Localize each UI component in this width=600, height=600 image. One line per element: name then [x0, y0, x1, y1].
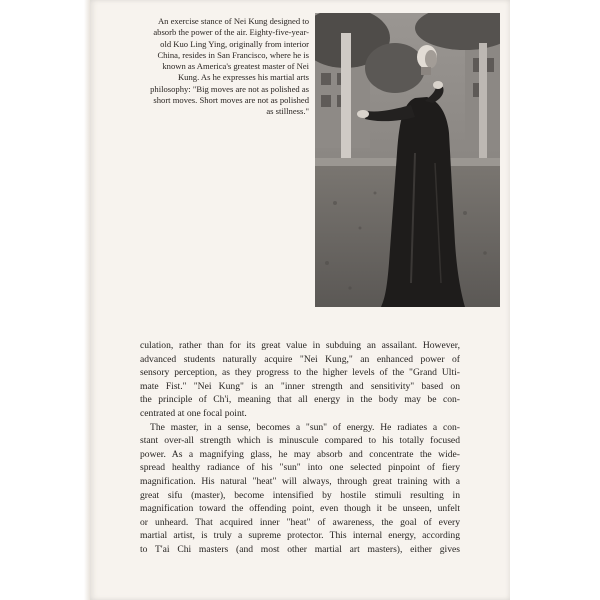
body-line: culation, rather than for its great value in subduing an assailant. However,: [140, 340, 460, 351]
caption-line: short moves. Short moves are not as polished: [153, 95, 309, 106]
photo-of-master-in-stance: [315, 13, 500, 307]
body-line: centrated at one focal point.: [140, 407, 247, 419]
caption-line: Kung. As he expresses his martial arts: [177, 72, 309, 83]
body-text: [140, 339, 460, 557]
body-line: martial artist, is truly a supreme protector. This internal energy, according: [140, 530, 460, 542]
caption-line: philosophy: "Big moves are not as polished as: [150, 83, 309, 94]
body-line: magnification. His natural "heat" will always, through great training with a: [140, 475, 460, 487]
body-line: or unheard. That acquired inner "heat" of awareness, the goal of every: [140, 516, 460, 528]
body-line: spread healthy radiance of his "sun" into one selected pinpoint of fiery: [140, 462, 460, 474]
body-line: mate Fist." "Nei Kung" is an "inner strength and sensitivity" based on: [140, 380, 460, 392]
caption-line: China, resides in San Francisco, where he is: [157, 49, 309, 60]
body-line: stant over-all strength which is minuscule compared to his totally focused: [140, 435, 460, 447]
body-line: the principle of Ch'i, meaning that all energy in the body may be con-: [140, 394, 460, 406]
caption-line: as stillness.": [266, 106, 309, 117]
body-line: to T'ai Chi masters (and most other martial art masters), either gives: [140, 543, 460, 555]
body-line: The master, in a sense, becomes a "sun" of energy. He radiates a con-: [150, 421, 460, 433]
body-line: great sifu (master), become intensified by hostile stimuli resulting in: [140, 489, 460, 501]
body-line: magnification toward the offending point, even though it be unseen, unfelt: [140, 503, 460, 515]
caption-line: old Kuo Ling Ying, originally from interior: [160, 38, 309, 49]
photo-caption: [112, 16, 309, 118]
caption-line: absorb the power of the air. Eighty-five-year-: [153, 27, 309, 38]
body-line: power. As a magnifying glass, he may absorb and concentrate the wide-: [140, 448, 460, 460]
caption-line: An exercise stance of Nei Kung designed to: [157, 16, 309, 26]
body-line: sensory perception, as they progress to the higher levels of the "Grand Ulti-: [140, 367, 460, 379]
body-line: advanced students naturally acquire "Nei Kung," an enhanced power of: [140, 353, 460, 365]
caption-line: known as America's greatest master of Nei: [162, 61, 309, 72]
